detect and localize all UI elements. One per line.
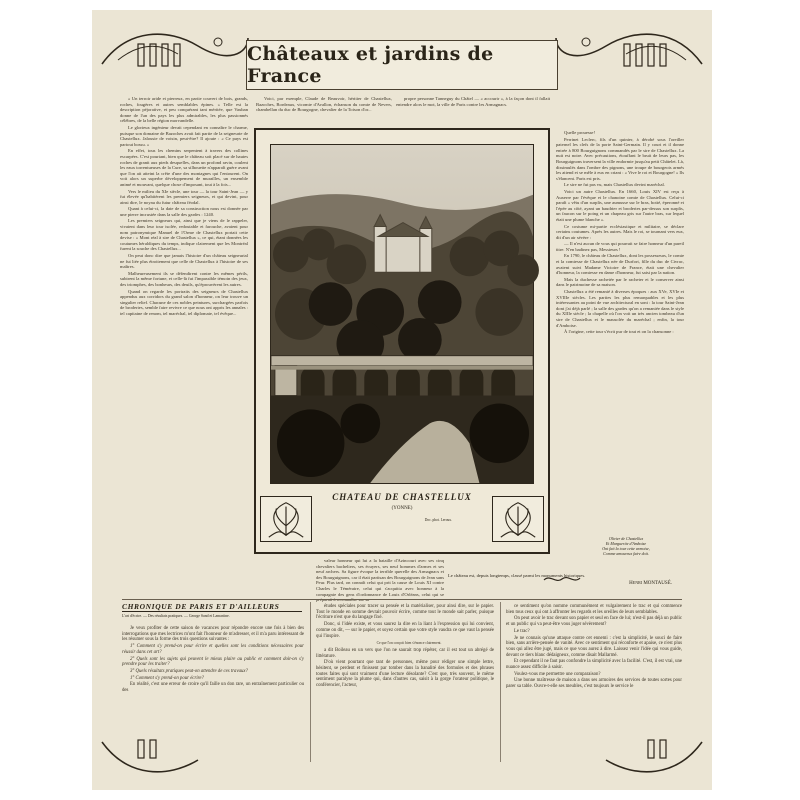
article-paragraph: — Il n'est aucun de vous qui pourrait se faire honneur d'un pareil titre. N'en badinez pas, Messieurs ! [556,241,684,252]
poem-verse [566,536,686,556]
photo-credit: Doc. phot. Leroux. [424,518,452,522]
page-title: Châteaux et jardins de France [247,43,494,87]
chronicle-paragraph: En réalité, c'est une erreur de croire qu'il faille un don rare, un entraînement particulier ou des [122,682,304,694]
chronicle-paragraph: Voulez-vous me permettre une comparaison? [514,671,601,677]
article-signoff: Le château est, depuis longtemps, classé parmi les monuments historiques. [448,573,586,578]
author-signature: Henri MONTAUSÉ. [629,581,672,586]
chronicle-epigraph: L'art d'écrire. — Des résultats pratiques. — George Sand et Lamartine. [122,614,230,618]
chronicle-paragraph: Une bonne maîtresse de maison a dans ses armoires des services de toutes sortes pour parer sa table. Ouvre-t-elle ses meubles, c'est toujours le service le [506,678,682,690]
ornament-left [260,496,312,542]
chronicle-paragraph: 2° Quels sont les sujets qui peuvent le mieux plaire au public et comment doit-on s'y prendre pour les traiter? [122,656,304,668]
chronicle-paragraph: études spéciales pour tracer sa pensée et la matérialiser, pour ainsi dire, sur le papier. Tout le monde en somme devrait pouvoir écrire, comme tout le monde sait parler, puisque l'écriture n'est que du langage fixé. [316,604,494,621]
poem-line: Comme amoureux faire doit. [603,551,649,556]
section-divider [122,599,682,600]
article-paragraph: Chastellux a été remanié à diverses époques : aux XVe, XVIe et XVIIIe siècles. Les parties les plus remarquables et les plus intéressantes au point de vue architectural en sont : la tour Saint-Jean dont j'ai déjà parlé ; la salle des gardes qu'on a remaniée dans le style du XIIIe siècle ; la chapelle où l'on voit un très ancien tombeau d'un sire de Chastellux et le mausolée du maréchal ; enfin, la tour d'Amboise. [556,289,684,328]
title-box [246,40,558,90]
chronicle-paragraph: 3° Quels résultats pratiques peut-on attendre de ces travaux? [130,668,248,674]
article-column-right-continued [556,130,684,534]
article-paragraph: En effet, tous les chemins serpentent à travers des collines escarpées. C'est pourtant, bien que le château soit placé sur de hautes roches de granit aux pieds desquelles, dans un profond ravin, coulent les eaux torrentueuses de la Cure, sa silhouette n'apparaît guère avant que l'on ait atteint la crête d'une des montagnes qui l'entourent. On voit alors un superbe développement de murailles, un ensemble animé et mouvant, quelque chose d'imposant, tout à la fois... [120,148,248,187]
article-column-left [120,96,248,592]
article-paragraph: Quand on regarde les portraits des seigneurs de Chastellux appendus aux corridors du grand salon d'honneur, on leur trouve un singulier relief. Chacune de ces nobles peintures, surchargées parfois de broderies, semble faire revivre ce que nous ont appris les annales : tel capitaine de renom, tel maréchal, tel diplomate, tel évêque... [120,288,248,316]
article-paragraph: Le glorieux ingénieur devait cependant en connaître le charme, puisque son domaine de Bazoches avait fait partie de la seigneurie de Chastellux. Jalousie de voisin, peut-être? Il ajoute : « Ce pays est partout bossu. » [120,124,248,147]
article-paragraph: En 1790, le château de Chastellux, dont les possesseurs, le comte et la comtesse de Chastellux née de Durfort, fille du duc de Civrac, avaient suivi Madame Victoire de France, était une chevalier d'honneur, la comtesse en dame d'honneur, fut saisi par la nation. [556,253,684,276]
photo-subcaption: (YONNE) [391,506,413,511]
chronicle-paragraph: Et cependant il ne faut pas confondre la simplicité avec la facilité. C'est, il est vrai, une nuance assez difficile à saisir. [506,659,682,671]
article-paragraph: Malheureusement ils se défendirent contre les mêmes périls, subirent la même fortune, et celle-là fut l'impassible témoin des jeux, des triomphes, des bonheurs, des deuils, qu'éprouvèrent les autres. [120,270,248,287]
chateau-photo [270,144,534,484]
article-paragraph: Perrinet Leclerc, fils d'un quinier, à dérobé sous l'oreiller paternel les clefs de la porte Saint-Germain. Il y court et il donne entrée à 800 Bourguignons commandés par le sire de Chastellux. La nuit est noire. Avec précautions, étouffant le bruit de leurs pas, les Bourguignons traversent la ville endormie jusqu'au petit Châtelet. Là, dissimulés dans l'ombre des pignons, une troupe de bourgeois armés les attend et se mêle à eux en criant : « Vive le roi et Bourgogne! » Ils s'élancent. Paris est pris. [556,136,685,181]
photo-caption-area [256,492,548,550]
chronicle-paragraph: Le trac? [514,628,530,634]
magazine-page [92,10,712,790]
photo-caption: CHATEAU DE CHASTELLUX [332,492,472,502]
ornamental-border-bottom [98,734,706,782]
poem-line: Et Marguerite d'Amboise [605,541,647,546]
chronicle-paragraph: Je veux profiter de cette saison de vacances pour répondre encore une fois à bien des interrogations que mes lectrices m'ont fait l'honneur de m'adresser, et il m'a paru intéressant de les résumer sous la forme des trois questions suivantes : [122,626,304,643]
article-paragraph: « Un terroir aride et pierreux, en partie couvert de bois, grands, roches, fougères et autres semblables épines. » Telle est la description péjorative, et peu conquérant tant méritée, que Vauban donne de l'un des pays les plus admirables, les plus passionnés célèbres, de la belle région morvandelle. [120,96,248,124]
chronicle-title: CHRONIQUE DE PARIS ET D'AILLEURS [122,602,302,612]
photo-frame [254,128,550,554]
chronicle-paragraph: a dit Boileau en un vers que l'on ne saurait trop répéter, car il est tout un abrégé de littérature. [316,647,494,659]
article-paragraph: Vers le milieu du XIe siècle, une tour — la tour Saint-Jean — y fut élevée qu'habitèrent les premiers seigneurs, et qui devint, pour ainsi dire, le noyau du futur château féodal. [120,188,248,205]
chronicle-paragraph: 1° Comment s'y prend-on pour écrire et quelles sont les conditions nécessaires pour réussir dans cet art? [122,644,304,655]
article-paragraph: propre personne Tanneguy du Châtel — « accourir », à la façon dont il fallait entendre alors le mot, la ville de Paris contre les Armagnacs. [396,96,550,107]
article-paragraph: Le sire ne fut pas vu, mais Chastellux devint maréchal. [564,182,665,188]
article-paragraph: Mais la duchesse rachetée par le racheter et le conserver ainsi dans le patrimoine de sa maison. [556,276,684,288]
article-paragraph: Quelle prouesse! [564,130,595,135]
article-paragraph: Voici, par exemple, Claude de Beauvoir, héritier de Chastellux, Bazoches, Bordeaux, vicomte d'Avallon, échanson du comte de Nevers, chambellan du duc de Bourgogne, chevalier de la Toison d'or... [256,96,392,113]
article-paragraph: Quant à celui-ci, la date de sa construction nous est donnée par une pierre incrustée dans la salle des gardes : 1240. [120,206,248,217]
chronicle-paragraph: D'où vient pourtant que tant de personnes, même pour rédiger une simple lettre, hésitent, se perdent et finissent par tomber dans la banalité des formules et des phrases toutes faites qui sont vraiment d'une lecture désolante? C'est que, très souvent, le même sentiment paralyse la plume qui, dans d'autres cas, saisit à la gorge l'orateur politique, le conférencier, l'acteur, [316,660,494,689]
chronicle-paragraph: Donc, si l'idée existe, et vous saurez la dire en la liant à l'expression qui lui convient, comme on dit, — sur le papier, et soyez certain que votre style vaudra ce que vaut la pensée qui l'inspire. [316,622,494,639]
article-column-middle-bottom [316,558,444,603]
article-paragraph: Ce costume mi-partie ecclésiastique et militaire, se déclare certains coutumes. Après les autres. Mais le roi, se tournant vers eux, dit d'un air sévère : [556,223,684,240]
article-column-middle-top [256,96,392,126]
article-paragraph: Voici un autre Chastellux. En 1660, Louis XIV est reçu à Auxerre par l'évêque et le chanoine comte de Chastellux. Celui-ci paraît « vêtu d'un surplis, une aumusse sur le bras, botté, éperonné et l'épée au côté, ayant un baudrier et broderies par-dessus son surplis, un faucon sur le poing et un chapeau gris sur l'autre bras, sur lequel était une plume blanche ». [556,188,684,222]
ornament-right [492,496,544,542]
article-paragraph: Les premiers seigneurs qui, ainsi que je viens de le rappeler, vivaient dans leur tour isolée, redoutable et farouche, avaient pour nom patronymique Manuel de l'Orme de Chastellux portait cette devise : « Mont réal à sire de Chastellux », ce qui, étant données les coutumes héraldiques du temps, indique clairement que les Montréal furent la souche des Chastellux... [120,218,248,252]
chronicle-paragraph: Je ne connais qu'une attaque contre cet ennemi : c'est la simplicité, le souci de faire bien, sans arrière-pensée de vanité. Avec ce sentiment qui réconforte et apaise, ce n'est plus vous qui allez être jugé, mais ce que vous aurez à dire. Laissez venir l'idée qui vous guide, devant ce tiers blanc dédaigneux, comme disait Mallarmé. [506,635,682,658]
poem-line: Olivier de Chastellux [608,536,644,541]
chronicle-paragraph: ce sentiment qu'on nomme communément et vulgairement le trac et qui commence bien tous ceux qui ont à affronter les regards et les oreilles de leurs semblables. [506,604,682,615]
article-paragraph: À l'origine, cette tour s'écrit pur de tout et on la chansonne : [564,329,674,335]
flourish-icon [542,572,582,586]
chronicle-paragraph: Ce que l'on conçoit bien s'énonce clairement. [376,641,442,646]
article-paragraph: valeur honneur qui lui a la bataille d'Azincourt avec ses cinq chevaliers bacheliers, ses écuyers, ses neuf hommes d'armes et ses neuf archers. Sa figure évoque la terrible querelle des Armagnacs et des Bourguignons, car il était partisan des Bourguignons de Jean sans Peur. Plus tard, on connaît celui qui prit la cause de Louis XI contre Charles le Téméraire, celui qui s'acquitta avec honneur à la compagnie des gens d'ordonnance de Louis d'Orléans, celui qui se préparait à reconnaître sur sa [316,558,444,603]
article-paragraph: On peut donc dire que jamais l'histoire d'un château seigneurial ne fut liée plus étroitement que celle de Chastellux à l'histoire de ses maîtres. [120,253,248,270]
chronicle-paragraph: 1° Comment s'y prend-on pour écrire? [130,675,204,681]
chronicle-paragraph: On peut avoir le trac devant son papier et seul en face de lui; n'est-il pas déjà un public et un public qui va peut-être vous juger sévèrement? [506,616,682,628]
article-column-right [396,96,550,126]
poem-line: Ont fait la tour cette armoise, [602,546,650,551]
